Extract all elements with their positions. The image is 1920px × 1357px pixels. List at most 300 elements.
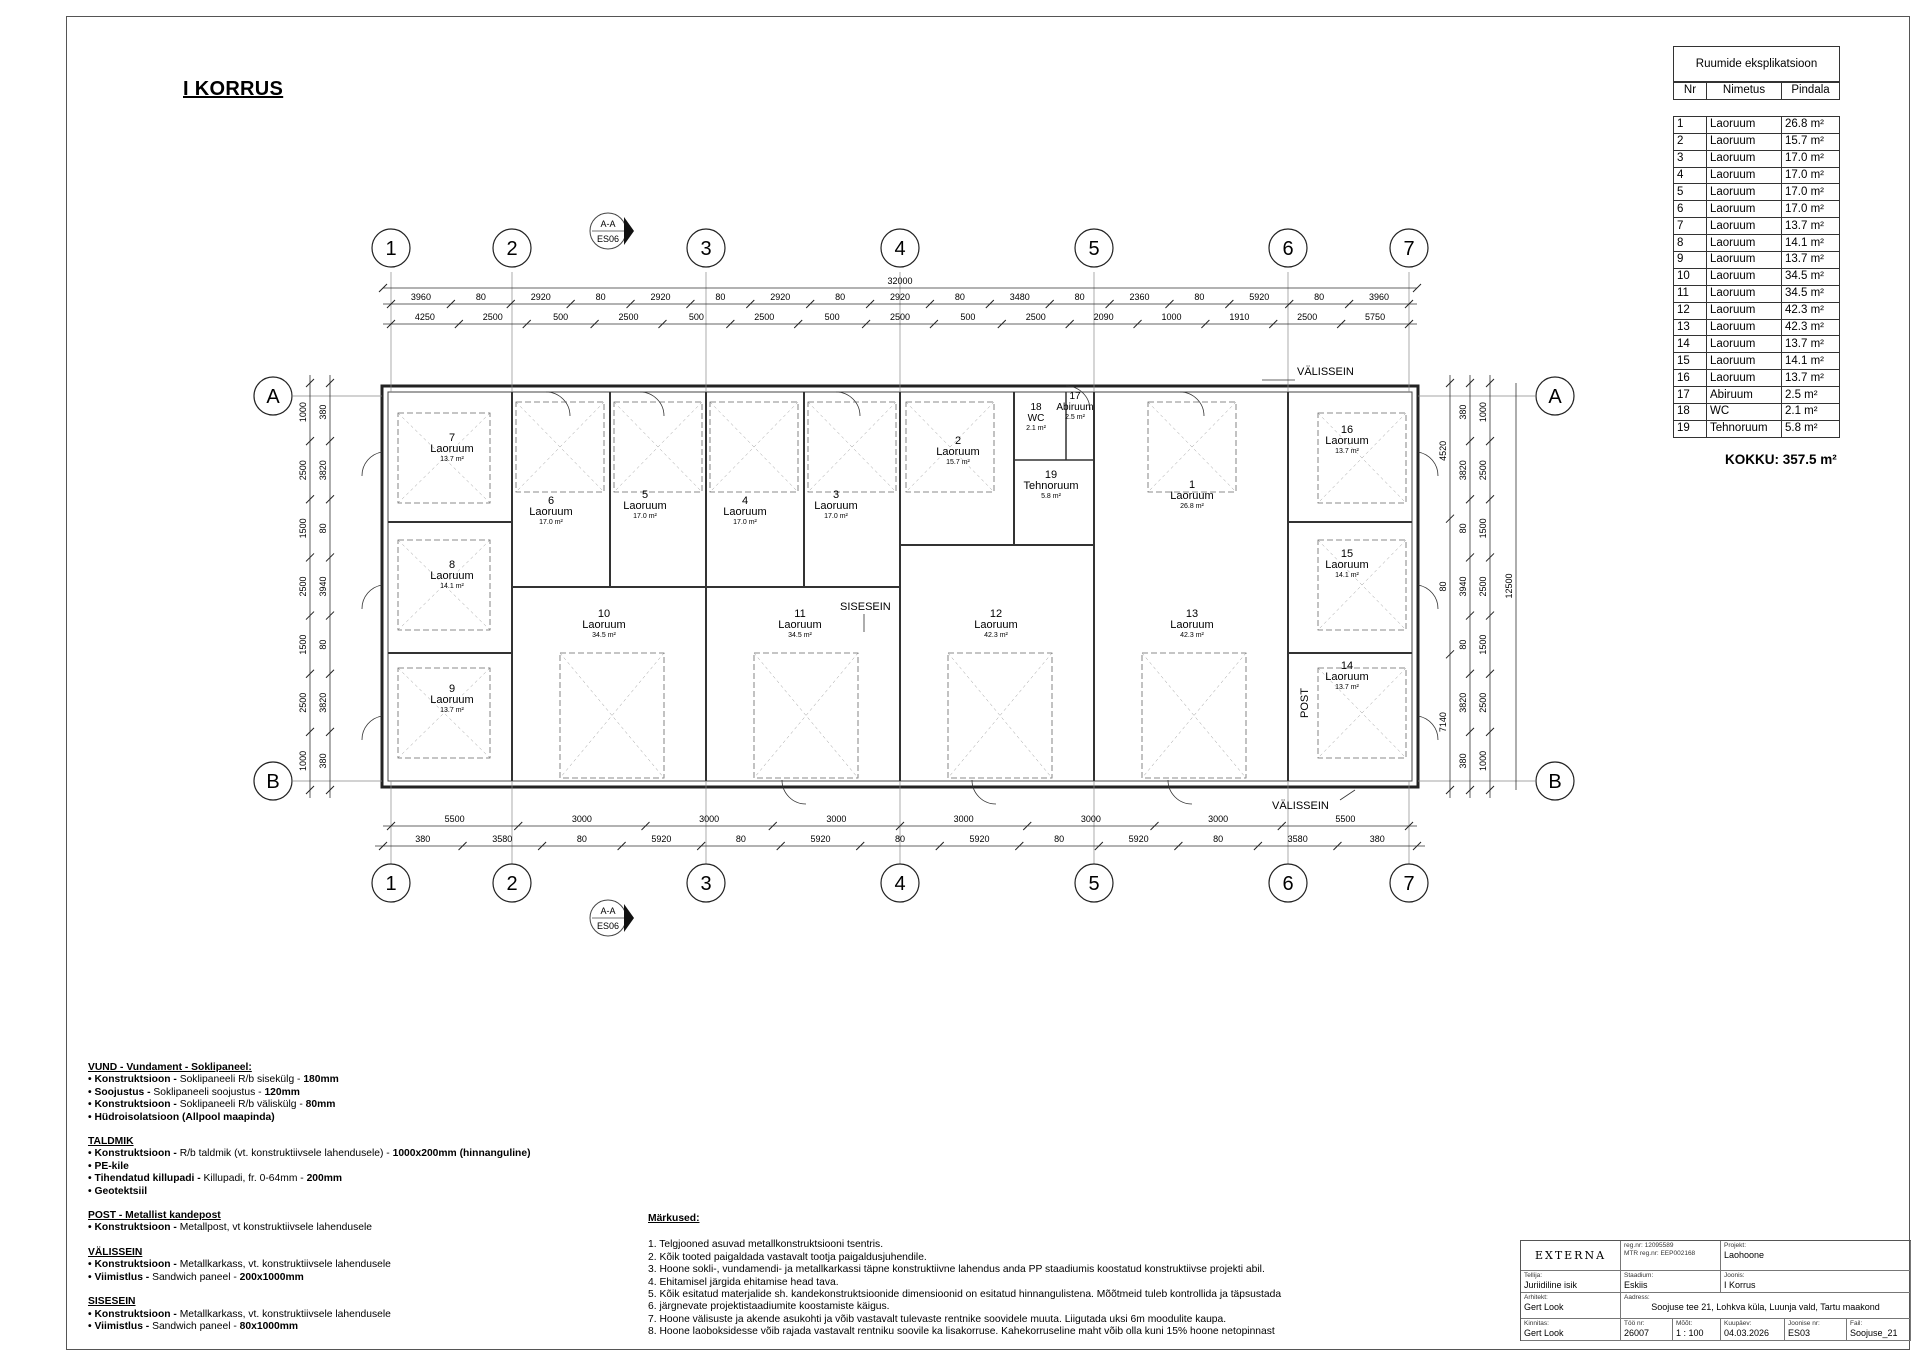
scale-label: Mõõt: <box>1676 1320 1693 1327</box>
remark-item: 7. Hoone välisuste ja akende asukohti ja võib vastavalt tulevaste rentnike soovidele muuta. Liigutada uksi 6m moodulite kaupa. <box>648 1313 1227 1325</box>
note-line: • Tihendatud killupadi - Killupadi, fr. 0-64mm - 200mm <box>88 1173 343 1185</box>
room-area: 17.0 m² <box>733 519 757 526</box>
room-area: 17.0 m² <box>539 519 563 526</box>
note-heading: VÄLISSEIN <box>88 1246 143 1258</box>
dim-left-outer-text: 2500 <box>298 692 308 713</box>
drawing-value: I Korrus <box>1724 1280 1756 1290</box>
schedule-row <box>1674 167 1840 184</box>
note-line: • Geotektsiil <box>88 1185 148 1197</box>
schedule-cell-area: 13.7 m² <box>1782 370 1840 387</box>
schedule-cell-name: Laoruum <box>1707 353 1782 370</box>
door-swing <box>836 392 860 416</box>
room-number: 17 <box>1069 391 1081 402</box>
dim-bottom-row2-text: 80 <box>576 834 587 844</box>
door-swing <box>362 452 382 476</box>
total-area: KOKKU: 357.5 m² <box>1725 452 1837 467</box>
schedule-header-row <box>1674 83 1840 100</box>
axis-label: 6 <box>1282 238 1294 260</box>
door-swing <box>640 392 664 416</box>
room-area: 42.3 m² <box>1180 632 1204 639</box>
room-number: 6 <box>547 495 555 507</box>
section-sheet: ES06 <box>596 234 620 244</box>
dim-right-outer-text: 1500 <box>1478 518 1488 539</box>
note-block <box>88 1210 648 1235</box>
room-number: 4 <box>741 495 749 507</box>
room-number: 11 <box>794 608 806 620</box>
schedule-row <box>1674 387 1840 404</box>
address-label: Aadress: <box>1624 1294 1650 1301</box>
dim-left-inner-text: 380 <box>318 753 328 769</box>
dim-right-outer-text: 1000 <box>1478 750 1488 771</box>
room-number: 3 <box>832 489 840 501</box>
room-name: Laoruum <box>430 570 474 582</box>
schedule-row <box>1674 302 1840 319</box>
schedule-cell-name: Laoruum <box>1707 184 1782 201</box>
dim-right-inner-text: 80 <box>1458 523 1468 534</box>
schedule-cell-name: Laoruum <box>1707 319 1782 336</box>
room-area: 13.7 m² <box>440 456 464 463</box>
mtr-number: MTR reg.nr: EEP002168 <box>1624 1250 1696 1257</box>
schedule-rows <box>1673 116 1840 438</box>
dim-bottom-row2-text: 380 <box>415 834 431 844</box>
dim-bottom-row2-text: 80 <box>894 834 906 844</box>
dim-right-outer-text: 1000 <box>1478 402 1488 423</box>
axis-label: 3 <box>700 238 712 260</box>
room-number: 8 <box>448 559 456 571</box>
label-valissein: VÄLISSEIN <box>1297 366 1354 378</box>
axis-label: 3 <box>700 873 712 895</box>
schedule-cell-nr: 19 <box>1674 420 1707 437</box>
door-swing <box>546 392 570 416</box>
axis-label: 4 <box>894 238 906 260</box>
project-label: Projekt: <box>1724 1242 1747 1249</box>
note-line: • Soojustus - Soklipaneeli soojustus - 120mm <box>88 1086 300 1098</box>
client-value: Juriidiline isik <box>1524 1280 1578 1290</box>
remark-item: 2. Kõik tooted paigaldada vastavalt tootja paigaldusjuhendile. <box>648 1251 927 1263</box>
note-heading: POST - Metallist kandepost <box>88 1210 221 1222</box>
room-area: 13.7 m² <box>1335 684 1359 691</box>
date-value: 04.03.2026 <box>1724 1328 1770 1338</box>
remark-item: 5. Kõik esitatud materjalide sh. kandekonstruktsioonide dimensioonid on esitatud hinnangulistena. Mõõtmeid tuleb kontrollida ja täpsustada <box>648 1289 1282 1301</box>
drawing-label: Joonis: <box>1724 1272 1745 1279</box>
schedule-cell-name: Laoruum <box>1707 252 1782 269</box>
room-area: 17.0 m² <box>633 513 657 520</box>
schedule-row <box>1674 116 1840 133</box>
room-area: 13.7 m² <box>1335 448 1359 455</box>
dim-left-outer-text: 2500 <box>298 460 308 481</box>
room-number: 9 <box>448 683 456 695</box>
dim-right-mid-text: 80 <box>1438 581 1448 592</box>
dim-bottom-row1-text: 5500 <box>444 814 465 824</box>
remark-item: 8. Hoone laoboksidesse võib rajada vastavalt rentniku soovile ka lisakorruse. Kahekorruseline maht võib olla kuni 15% hoone netopinnast <box>648 1326 1275 1338</box>
room-number: 10 <box>597 608 611 620</box>
dim-bottom-row1-text: 3000 <box>1080 814 1101 824</box>
schedule-col-nr: Nr <box>1674 83 1707 100</box>
schedule-col-area: Pindala <box>1782 83 1840 100</box>
dim-right-inner-text: 380 <box>1458 753 1468 769</box>
door-swing <box>782 780 806 804</box>
schedule-cell-nr: 8 <box>1674 235 1707 252</box>
room-name: Laoruum <box>1325 671 1369 683</box>
dim-top-row1-text: 5920 <box>1249 292 1270 302</box>
dim-top-row1-text: 80 <box>835 292 846 302</box>
room-name: Laoruum <box>974 619 1018 631</box>
note-line: • Konstruktsioon - Metallkarkass, vt. konstruktiivsele lahendusele <box>88 1308 391 1320</box>
dim-right-inner-text: 3940 <box>1458 576 1468 597</box>
dim-top-row2-text: 2500 <box>754 312 775 322</box>
schedule-row <box>1674 218 1840 235</box>
schedule-title: Ruumide eksplikatsioon <box>1673 46 1840 82</box>
schedule-cell-nr: 15 <box>1674 353 1707 370</box>
construction-notes <box>88 1062 648 1345</box>
schedule-cell-area: 34.5 m² <box>1782 285 1840 302</box>
dim-bottom-row2-text: 380 <box>1369 834 1385 844</box>
label-sisesein: SISESEIN <box>840 601 891 613</box>
sheet-value: ES03 <box>1788 1328 1811 1338</box>
dim-right-outer-text: 1500 <box>1478 634 1488 655</box>
room-name: Laoruum <box>1325 435 1369 447</box>
leader-line <box>1340 790 1355 800</box>
room-number: 14 <box>1340 660 1354 672</box>
schedule-cell-name: Tehnoruum <box>1707 420 1782 437</box>
schedule-cell-nr: 11 <box>1674 285 1707 302</box>
dim-bottom-row2-text: 5920 <box>810 834 831 844</box>
door-swing <box>362 585 382 609</box>
schedule-row <box>1674 319 1840 336</box>
axis-label: A <box>1548 386 1562 408</box>
dim-top-row1-text: 2920 <box>530 292 551 302</box>
label-valissein-bottom: VÄLISSEIN <box>1272 800 1329 812</box>
axis-label: 5 <box>1088 873 1100 895</box>
schedule-row <box>1674 133 1840 150</box>
axis-label: A <box>266 386 280 408</box>
scale-value: 1 : 100 <box>1676 1328 1704 1338</box>
room-area: 5.8 m² <box>1041 493 1061 500</box>
dim-left-outer-text: 1000 <box>298 402 308 423</box>
room-number: 15 <box>1340 548 1354 560</box>
dim-top-row2-text: 1910 <box>1229 312 1250 322</box>
schedule-cell-name: Laoruum <box>1707 167 1782 184</box>
remark-item: 1. Telgjooned asuvad metallkonstruktsiooni tsentris. <box>648 1239 884 1251</box>
schedule-cell-nr: 18 <box>1674 404 1707 421</box>
dim-top-row2-text: 500 <box>553 312 569 322</box>
architect-label: Arhitekt: <box>1524 1294 1548 1301</box>
room-name: Laoruum <box>814 500 858 512</box>
schedule-row <box>1674 353 1840 370</box>
schedule-table <box>1673 82 1840 100</box>
door-swing <box>1418 716 1438 740</box>
room-number: 13 <box>1185 608 1199 620</box>
schedule-cell-area: 5.8 m² <box>1782 420 1840 437</box>
room-area: 17.0 m² <box>824 513 848 520</box>
dim-bottom-row1-text: 3000 <box>953 814 974 824</box>
dim-top-row2-text: 2500 <box>618 312 639 322</box>
note-heading: VUND - Vundament - Soklipaneel: <box>88 1062 252 1073</box>
axis-label: 2 <box>506 873 518 895</box>
schedule-row <box>1674 285 1840 302</box>
axis-label: 5 <box>1088 238 1100 260</box>
schedule-row <box>1674 420 1840 437</box>
door-swing <box>362 716 382 740</box>
remark-item: 6. järgnevate projektistaadiumite koostamiste käigus. <box>648 1301 890 1313</box>
room-schedule <box>1673 46 1840 438</box>
note-block <box>88 1296 648 1333</box>
dim-top-row1-text: 80 <box>1074 292 1085 302</box>
note-block <box>88 1247 648 1284</box>
schedule-cell-area: 17.0 m² <box>1782 167 1840 184</box>
room-name: Laoruum <box>430 443 474 455</box>
room-name: Laoruum <box>529 506 573 518</box>
dim-top-row1-text: 3480 <box>1009 292 1030 302</box>
axis-label: 4 <box>894 873 906 895</box>
schedule-cell-area: 34.5 m² <box>1782 268 1840 285</box>
schedule-cell-name: Laoruum <box>1707 133 1782 150</box>
section-arrow <box>624 904 634 932</box>
schedule-row <box>1674 184 1840 201</box>
schedule-cell-nr: 7 <box>1674 218 1707 235</box>
door-swing <box>1168 780 1192 804</box>
dim-left-inner-text: 3940 <box>318 576 328 597</box>
schedule-cell-name: Laoruum <box>1707 150 1782 167</box>
schedule-row <box>1674 252 1840 269</box>
dim-bottom-row2-text: 80 <box>1054 834 1065 844</box>
dim-top-row2-text: 2500 <box>889 312 911 322</box>
dim-bottom-row1-text: 3000 <box>826 814 847 824</box>
room-name: Laoruum <box>623 500 667 512</box>
note-block <box>88 1136 648 1198</box>
schedule-cell-nr: 12 <box>1674 302 1707 319</box>
job-value: 26007 <box>1624 1328 1650 1338</box>
dim-top-row2-text: 2090 <box>1093 312 1114 322</box>
axis-label: 6 <box>1282 873 1294 895</box>
schedule-cell-area: 14.1 m² <box>1782 235 1840 252</box>
schedule-cell-area: 2.5 m² <box>1782 387 1840 404</box>
door-swing <box>1418 585 1438 609</box>
axis-label: 7 <box>1403 238 1415 260</box>
room-area: 34.5 m² <box>788 632 812 639</box>
remarks-heading: Märkused: <box>648 1213 700 1224</box>
room-area: 13.7 m² <box>440 707 464 714</box>
dim-right-outer-text: 2500 <box>1478 460 1488 481</box>
dim-left-outer-text: 2500 <box>298 576 308 597</box>
room-area: 26.8 m² <box>1180 503 1204 510</box>
door-swing <box>1180 392 1204 416</box>
schedule-cell-nr: 2 <box>1674 133 1707 150</box>
title-block <box>1520 1240 1911 1341</box>
dim-top-row2-text: 2500 <box>1025 312 1046 322</box>
axis-label: 2 <box>506 238 518 260</box>
remark-item: 4. Ehitamisel järgida ehitamise head tava. <box>648 1276 839 1288</box>
section-label: A-A <box>600 219 616 229</box>
door-swing <box>972 780 996 804</box>
dim-top-row1-text: 80 <box>475 292 486 302</box>
schedule-cell-nr: 10 <box>1674 268 1707 285</box>
note-block <box>88 1062 648 1124</box>
dim-bottom-row2-text: 3580 <box>1287 834 1308 844</box>
schedule-cell-name: Laoruum <box>1707 370 1782 387</box>
stage-value: Eskiis <box>1624 1280 1648 1290</box>
room-number: 19 <box>1044 469 1058 481</box>
room-name: WC <box>1027 413 1045 424</box>
schedule-cell-name: Laoruum <box>1707 336 1782 353</box>
room-area: 34.5 m² <box>592 632 616 639</box>
schedule-cell-name: WC <box>1707 404 1782 421</box>
schedule-row <box>1674 150 1840 167</box>
section-arrow <box>624 217 634 245</box>
dim-total-text: 32000 <box>887 276 913 286</box>
dim-top-row1-text: 2360 <box>1129 292 1150 302</box>
dim-right-mid-text: 7140 <box>1438 712 1448 733</box>
dim-top-row2-text: 5750 <box>1365 312 1386 322</box>
approved-label: Kinnitas: <box>1524 1320 1549 1327</box>
room-number: 2 <box>954 435 962 447</box>
room-name: Laoruum <box>582 619 626 631</box>
schedule-cell-nr: 4 <box>1674 167 1707 184</box>
schedule-cell-area: 13.7 m² <box>1782 218 1840 235</box>
room-number: 5 <box>641 489 649 501</box>
company-logo: EXTERNA <box>1534 1249 1607 1262</box>
schedule-cell-nr: 6 <box>1674 201 1707 218</box>
schedule-row <box>1674 201 1840 218</box>
room-area: 14.1 m² <box>1335 572 1359 579</box>
note-line: • Konstruktsioon - R/b taldmik (vt. konstruktiivsele lahendusele) - 1000x200mm (hinnanguline) <box>88 1148 531 1160</box>
axis-label: 1 <box>385 238 397 260</box>
section-sheet: ES06 <box>596 921 620 931</box>
room-number: 7 <box>448 432 456 444</box>
schedule-cell-area: 15.7 m² <box>1782 133 1840 150</box>
note-line: • Konstruktsioon - Metallkarkass, vt. konstruktiivsele lahendusele <box>88 1259 391 1271</box>
note-line: • Viimistlus - Sandwich paneel - 200x1000mm <box>88 1271 304 1283</box>
schedule-cell-area: 2.1 m² <box>1782 404 1840 421</box>
schedule-cell-area: 26.8 m² <box>1782 116 1840 133</box>
schedule-cell-name: Laoruum <box>1707 201 1782 218</box>
room-name: Laoruum <box>723 506 767 518</box>
schedule-cell-area: 17.0 m² <box>1782 150 1840 167</box>
dim-left-inner-text: 3820 <box>318 692 328 713</box>
dim-right-inner-text: 3820 <box>1458 692 1468 713</box>
axis-label: 1 <box>385 873 397 895</box>
room-number: 12 <box>989 608 1003 620</box>
dim-left-outer-text: 1500 <box>298 634 308 655</box>
schedule-cell-nr: 9 <box>1674 252 1707 269</box>
room-name: Laoruum <box>1170 619 1214 631</box>
room-name: Laoruum <box>778 619 822 631</box>
dim-top-row1-text: 80 <box>1314 292 1325 302</box>
project-value: Laohoone <box>1724 1250 1765 1260</box>
axis-label: B <box>1548 771 1562 793</box>
dim-top-row2-text: 2500 <box>1297 312 1318 322</box>
room-area: 2.1 m² <box>1026 425 1046 432</box>
schedule-cell-area: 13.7 m² <box>1782 336 1840 353</box>
dim-left-outer-text: 1500 <box>298 518 308 539</box>
note-heading: SISESEIN <box>88 1296 136 1308</box>
dim-top-row2-text: 4250 <box>414 312 435 322</box>
dim-top-row2-text: 500 <box>960 312 976 322</box>
schedule-cell-area: 13.7 m² <box>1782 252 1840 269</box>
dim-bottom-row2-text: 80 <box>735 834 746 844</box>
section-label: A-A <box>600 906 616 916</box>
dim-left-outer-text: 1000 <box>298 750 308 771</box>
dim-bottom-row1-text: 3000 <box>571 814 592 824</box>
room-name: Tehnoruum <box>1023 480 1079 492</box>
schedule-cell-area: 42.3 m² <box>1782 302 1840 319</box>
room-area: 15.7 m² <box>946 459 970 466</box>
schedule-row <box>1674 370 1840 387</box>
room-area: 14.1 m² <box>440 583 464 590</box>
schedule-cell-name: Laoruum <box>1707 302 1782 319</box>
axis-label: 7 <box>1403 873 1415 895</box>
architect-value: Gert Look <box>1524 1302 1564 1312</box>
note-line: • Hüdroisolatsioon (Allpool maapinda) <box>88 1111 275 1123</box>
schedule-cell-name: Laoruum <box>1707 285 1782 302</box>
dim-top-row1-text: 2920 <box>770 292 791 302</box>
dim-top-row1-text: 80 <box>1194 292 1205 302</box>
dim-right-inner-text: 3820 <box>1458 460 1468 481</box>
dim-top-row2-text: 500 <box>824 312 840 322</box>
job-label: Töö nr: <box>1624 1320 1645 1327</box>
schedule-cell-nr: 3 <box>1674 150 1707 167</box>
remarks <box>648 1213 1528 1339</box>
remark-item: 3. Hoone sokli-, vundamendi- ja metallkarkassi täpne konstruktiivne lahendus anda PP staadiumis koostatud konstruktiivse projekti abil. <box>648 1264 1265 1276</box>
file-label: Fail: <box>1850 1320 1863 1327</box>
dim-left-inner-text: 380 <box>318 404 328 420</box>
schedule-cell-nr: 14 <box>1674 336 1707 353</box>
dim-top-row1-text: 2920 <box>889 292 911 302</box>
dim-top-row1-text: 3960 <box>1369 292 1390 302</box>
schedule-cell-name: Laoruum <box>1707 218 1782 235</box>
dim-right-inner-text: 80 <box>1458 639 1468 650</box>
room-area: 42.3 m² <box>984 632 1008 639</box>
room-area: 2.5 m² <box>1065 414 1085 421</box>
schedule-cell-area: 17.0 m² <box>1782 184 1840 201</box>
room-number: 18 <box>1030 402 1042 413</box>
dim-top-row1-text: 3960 <box>410 292 431 302</box>
room-name: Laoruum <box>1170 490 1214 502</box>
dim-right-mid-text: 4520 <box>1438 440 1448 461</box>
room-number: 1 <box>1188 479 1196 491</box>
door-swing <box>1418 452 1438 476</box>
room-name: Laoruum <box>936 446 980 458</box>
schedule-cell-name: Abiruum <box>1707 387 1782 404</box>
stage-label: Staadium: <box>1624 1272 1654 1279</box>
schedule-cell-nr: 16 <box>1674 370 1707 387</box>
room-name: Laoruum <box>430 694 474 706</box>
room-name: Laoruum <box>1325 559 1369 571</box>
dim-top-row2-text: 2500 <box>482 312 503 322</box>
dim-right-outer-text: 2500 <box>1478 576 1488 597</box>
schedule-cell-area: 14.1 m² <box>1782 353 1840 370</box>
dim-bottom-row1-text: 5500 <box>1335 814 1356 824</box>
schedule-cell-nr: 1 <box>1674 116 1707 133</box>
dim-bottom-row1-text: 3000 <box>1208 814 1229 824</box>
dim-left-inner-text: 80 <box>318 523 328 534</box>
dim-bottom-row2-text: 80 <box>1213 834 1224 844</box>
schedule-cell-area: 42.3 m² <box>1782 319 1840 336</box>
note-line: • Viimistlus - Sandwich paneel - 80x1000mm <box>88 1320 299 1332</box>
schedule-row <box>1674 336 1840 353</box>
dim-bottom-row2-text: 5920 <box>1128 834 1149 844</box>
dim-bottom-row2-text: 5920 <box>969 834 990 844</box>
schedule-row <box>1674 268 1840 285</box>
schedule-cell-nr: 13 <box>1674 319 1707 336</box>
dim-top-row2-text: 500 <box>688 312 704 322</box>
dim-top-row1-text: 80 <box>954 292 965 302</box>
room-name: Abiruum <box>1056 402 1094 413</box>
schedule-row <box>1674 235 1840 252</box>
schedule-col-name: Nimetus <box>1707 83 1782 100</box>
address-value: Soojuse tee 21, Lohkva küla, Luunja vald, Tartu maakond <box>1651 1302 1880 1312</box>
page-title: I KORRUS <box>183 78 284 100</box>
